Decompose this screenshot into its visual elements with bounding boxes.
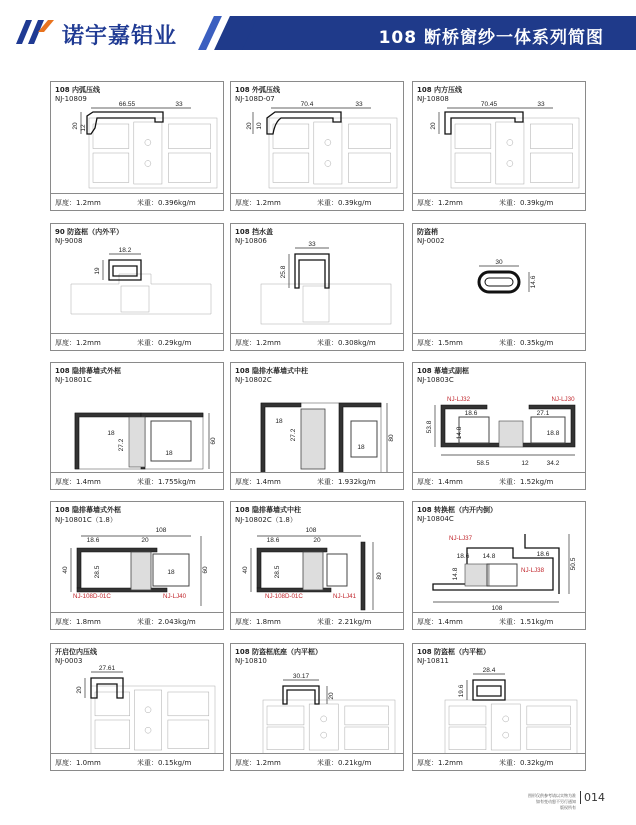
profile-card [412,501,586,630]
profile-name: 108 内方压线 [417,86,463,94]
dimension-label: 40 [242,566,249,574]
dimension-label: 28.4 [482,667,496,674]
dimension-label: 40 [62,566,69,574]
spec-footer [413,612,585,629]
dimension-label: 19.6 [458,684,465,698]
profile-model-number: NJ-10802C [235,376,272,384]
part-label: NJ-108D-01C [265,593,303,600]
thickness-value: 厚度：1.4mm [417,618,463,626]
weight-per-meter-value: 米重：0.39kg/m [317,199,372,207]
thickness-value: 厚度：1.2mm [55,339,101,347]
profile-card [412,223,586,351]
dimension-label: 12 [80,124,87,132]
thickness-value: 厚度：1.0mm [55,759,101,767]
dimension-label: 20 [76,686,83,694]
dimension-label: 18.6 [536,551,550,558]
profile-model-number: NJ-9008 [55,237,83,245]
thickness-value: 厚度：1.2mm [235,339,281,347]
dimension-label: 20 [313,537,321,544]
dimension-label: 20 [246,122,253,130]
profile-name: 108 防盗框底座（内平框） [235,648,323,656]
spec-footer [413,753,585,770]
dimension-label: 108 [155,527,167,534]
dimension-label: 53.8 [426,420,433,434]
dimension-label: 60 [202,566,209,574]
spec-footer [413,193,585,210]
weight-per-meter-value: 米重：0.15kg/m [137,759,192,767]
profile-name: 90 防盗框（内外平） [55,228,124,236]
spec-footer [231,333,403,350]
dimension-label: 18 [357,444,365,451]
profile-card [412,81,586,211]
weight-per-meter-value: 米重：0.396kg/m [137,199,196,207]
dimension-label: 33 [175,101,183,108]
thickness-value: 厚度：1.8mm [55,618,101,626]
dimension-label: 18.6 [266,537,280,544]
page-title: 108 断桥窗纱一体系列简图 [378,28,604,48]
part-label: NJ-LJ38 [521,567,545,574]
profile-card [50,223,224,351]
thickness-value: 厚度：1.2mm [235,199,281,207]
profile-name: 108 转换框（内开内倒） [417,506,498,514]
spec-footer [51,612,223,629]
dimension-label: 18.6 [456,553,470,560]
profile-name: 防盗梢 [417,228,438,236]
profile-model-number: NJ-10810 [235,657,267,665]
dimension-label: 50.5 [570,557,577,571]
dimension-label: 108 [491,605,503,612]
profile-name: 108 防盗框（内平框） [417,648,491,656]
spec-footer [51,193,223,210]
dimension-label: 18.8 [546,430,560,437]
weight-per-meter-value: 米重：0.35kg/m [499,339,554,347]
dimension-label: 66.55 [118,101,136,108]
profile-model-number: NJ-0002 [417,237,445,245]
dimension-label: 18.6 [464,410,478,417]
profile-model-number: NJ-10809 [55,95,87,103]
profile-name: 108 隐排幕墙式外框 [55,506,122,514]
weight-per-meter-value: 米重：2.21kg/m [317,618,372,626]
profile-card [230,643,404,771]
profile-model-number: NJ-10802C（1.8） [235,516,297,524]
dimension-label: 19 [94,267,101,275]
dimension-label: 27.61 [98,665,116,672]
thickness-value: 厚度：1.4mm [235,478,281,486]
weight-per-meter-value: 米重：0.29kg/m [137,339,192,347]
thickness-value: 厚度：1.2mm [55,199,101,207]
profile-name: 108 外弧压线 [235,86,281,94]
profile-card [50,501,224,630]
profile-card [230,362,404,490]
profile-card [230,501,404,630]
profile-model-number: NJ-108D-07 [235,95,275,103]
profile-model-number: NJ-10808 [417,95,449,103]
dimension-label: 108 [305,527,317,534]
profile-name: 108 幕墙式副框 [417,367,470,375]
dimension-label: 12 [521,460,529,467]
dimension-label: 14.6 [530,275,537,289]
dimension-label: 27.2 [118,438,125,452]
dimension-label: 70.4 [300,101,314,108]
dimension-label: 14.8 [452,567,459,581]
profile-model-number: NJ-10811 [417,657,449,665]
profile-model-number: NJ-10801C [55,376,92,384]
dimension-label: 27.2 [290,428,297,442]
dimension-label: 20 [72,122,79,130]
dimension-label: 25.8 [280,265,287,279]
dimension-label: 33 [308,241,316,248]
weight-per-meter-value: 米重：0.32kg/m [499,759,554,767]
title-banner [236,16,636,50]
weight-per-meter-value: 米重：0.308kg/m [317,339,376,347]
profile-card [412,362,586,490]
dimension-label: 80 [388,434,395,442]
dimension-label: 20 [141,537,149,544]
page-header [0,0,636,62]
brand-logo-icon [14,18,54,46]
part-label: NJ-LJ37 [449,535,473,542]
profile-name: 108 挡水盖 [235,228,274,236]
spec-footer [413,472,585,489]
thickness-value: 厚度：1.2mm [417,759,463,767]
profile-name: 108 隐排幕墙式中柱 [235,506,302,514]
thickness-value: 厚度：1.5mm [417,339,463,347]
profile-name: 108 隐排幕墙式外框 [55,367,122,375]
part-label: NJ-LJ40 [163,593,187,600]
dimension-label: 14.8 [482,553,496,560]
dimension-label: 14.8 [456,426,463,440]
profile-model-number: NJ-10806 [235,237,267,245]
dimension-label: 33 [355,101,363,108]
dimension-label: 18 [107,430,115,437]
dimension-label: 58.5 [476,460,490,467]
part-label: NJ-LJ41 [333,593,357,600]
spec-footer [51,753,223,770]
dimension-label: 27.1 [536,410,550,417]
dimension-label: 18.2 [118,247,132,254]
profile-model-number: NJ-10801C（1.8） [55,516,117,524]
thickness-value: 厚度：1.2mm [417,199,463,207]
weight-per-meter-value: 米重：0.39kg/m [499,199,554,207]
profile-card [50,362,224,490]
brand-name: 诺宇嘉铝业 [62,24,178,49]
page-number: 014 [580,791,605,804]
part-label: NJ-LJ30 [551,396,575,403]
dimension-label: 18 [167,569,175,576]
dimension-label: 20 [328,692,335,700]
profile-model-number: NJ-10803C [417,376,454,384]
spec-footer [231,753,403,770]
dimension-label: 28.5 [94,565,101,579]
profile-name: 108 隐排水幕墙式中柱 [235,367,309,375]
profile-model-number: NJ-0003 [55,657,83,665]
spec-footer [231,612,403,629]
profile-card [50,81,224,211]
dimension-label: 18 [165,450,173,457]
dimension-label: 10 [256,122,263,130]
spec-footer [51,472,223,489]
dimension-label: 30 [495,259,503,266]
dimension-label: 80 [376,572,383,580]
profile-card [230,223,404,351]
weight-per-meter-value: 米重：2.043kg/m [137,618,196,626]
thickness-value: 厚度：1.8mm [235,618,281,626]
dimension-label: 60 [210,437,217,445]
weight-per-meter-value: 米重：0.21kg/m [317,759,372,767]
dimension-label: 30.17 [292,673,310,680]
dimension-label: 34.2 [546,460,560,467]
profile-card [230,81,404,211]
spec-footer [231,193,403,210]
weight-per-meter-value: 米重：1.51kg/m [499,618,554,626]
thickness-value: 厚度：1.4mm [55,478,101,486]
spec-footer [231,472,403,489]
disclaimer-text: 图形仅供参考请以实物为准 如有变动恕不另行通知 版权所有 [528,793,576,810]
part-label: NJ-108D-01C [73,593,111,600]
dimension-label: 28.5 [274,565,281,579]
profile-card [50,643,224,771]
spec-footer [51,333,223,350]
part-label: NJ-LJ32 [447,396,471,403]
dimension-label: 18.6 [86,537,100,544]
profile-card [412,643,586,771]
thickness-value: 厚度：1.2mm [235,759,281,767]
profile-name: 开启位内压线 [55,648,97,656]
spec-footer [413,333,585,350]
weight-per-meter-value: 米重：1.52kg/m [499,478,554,486]
thickness-value: 厚度：1.4mm [417,478,463,486]
dimension-label: 70.45 [480,101,498,108]
weight-per-meter-value: 米重：1.932kg/m [317,478,376,486]
dimension-label: 20 [430,122,437,130]
dimension-label: 33 [537,101,545,108]
profile-name: 108 内弧压线 [55,86,101,94]
profile-model-number: NJ-10804C [417,515,454,523]
weight-per-meter-value: 米重：1.755kg/m [137,478,196,486]
dimension-label: 18 [275,418,283,425]
